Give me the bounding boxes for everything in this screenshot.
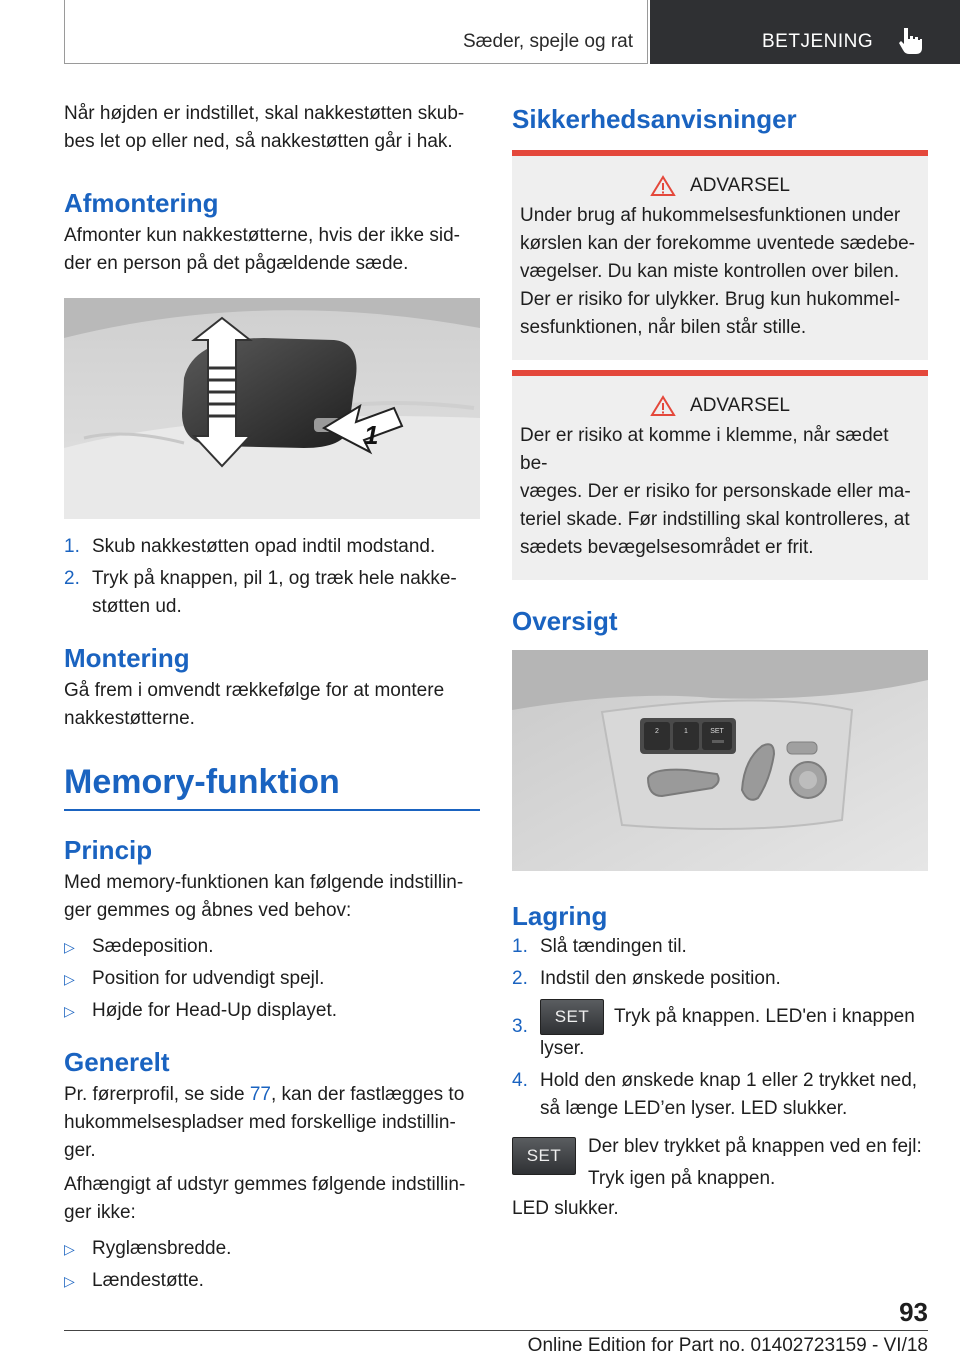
list-item: 3. SET Tryk på knappen. LED'en i knappen lyser. xyxy=(512,999,928,1063)
seat-memory-panel-illustration xyxy=(512,650,928,871)
led-off-text: LED slukker. xyxy=(512,1198,619,1219)
afmontering-steps xyxy=(64,533,480,621)
page-number: 93 xyxy=(899,1297,928,1327)
header-chapter-title: BETJENING xyxy=(762,31,874,52)
left-column xyxy=(64,98,480,1295)
set-button[interactable]: SET xyxy=(540,999,604,1035)
memory-section xyxy=(64,761,480,811)
header-section-box xyxy=(64,0,648,64)
oversigt-heading: Oversigt xyxy=(512,606,618,636)
princip-heading: Princip xyxy=(64,835,153,865)
montering-section xyxy=(64,641,480,733)
generelt-heading: Generelt xyxy=(64,1047,170,1077)
montering-text: Gå frem i omvendt rækkefølge for at montere nakkestøtterne. xyxy=(64,680,445,729)
set-error-note: SET Der blev trykket på knappen ved en fejl: Tryk igen på knappen. xyxy=(512,1131,928,1195)
generelt-text-1: Pr. førerprofil, se side 77, kan der fastlægges to hukommelsespladser med forskellige indstillin- ger. xyxy=(64,1084,465,1161)
header-chapter-tab[interactable] xyxy=(650,0,960,64)
warning-triangle-icon xyxy=(650,395,676,417)
warning-triangle-icon xyxy=(650,175,676,197)
list-item: 2. Indstil den ønskede position. xyxy=(512,968,781,989)
footer-edition: Online Edition for Part no. 01402723159 - VI/18 xyxy=(527,1335,928,1356)
list-item: 1. Slå tændingen til. xyxy=(512,936,687,957)
headrest-illustration xyxy=(64,298,480,519)
panel-button-set-label: SET xyxy=(710,728,724,735)
intro-text: Når højden er indstillet, skal nakkestøtten skub- bes let op eller ned, så nakkestøtten går i hak. xyxy=(64,103,465,152)
page-link-77[interactable]: 77 xyxy=(249,1084,271,1105)
list-item: ▷ Sædeposition. xyxy=(64,936,214,957)
panel-button-1-label: 1 xyxy=(684,728,688,735)
generelt-bullets xyxy=(64,1235,480,1295)
generelt-section xyxy=(64,1045,480,1295)
lagring-heading: Lagring xyxy=(512,901,608,931)
warning-title: ADVARSEL xyxy=(690,175,790,196)
princip-bullets xyxy=(64,933,480,1025)
seat-panel-image xyxy=(512,650,928,871)
list-item: 1. Skub nakkestøtten opad indtil modstand. xyxy=(64,536,436,557)
warning-text: Der er risiko at komme i klemme, når sædet be- væges. Der er risiko for personskade eller ma- teriel skade. Før indstilling skal kontrolleres, at sædets bevægelsesområdet er frit. xyxy=(520,425,911,558)
list-item: ▷ Position for udvendigt spejl. xyxy=(64,968,325,989)
list-item: 2. Tryk på knappen, pil 1, og træk hele nakke- støtten ud. xyxy=(64,568,457,617)
lagring-section xyxy=(512,899,928,1223)
afmontering-heading: Afmontering xyxy=(64,188,219,218)
warning-box-1 xyxy=(512,150,928,360)
set-button[interactable]: SET xyxy=(512,1137,576,1175)
panel-button-2-label: 2 xyxy=(655,728,659,735)
headrest-image xyxy=(64,298,480,519)
sikkerhed-heading: Sikkerhedsanvisninger xyxy=(512,104,797,134)
princip-text: Med memory-funktionen kan følgende indstillin- ger gemmes og åbnes ved behov: xyxy=(64,872,464,921)
afmontering-text: Afmonter kun nakkestøtterne, hvis der ikke sid- der en person på det pågældende sæde. xyxy=(64,225,460,274)
afmontering-section xyxy=(64,186,480,621)
memory-heading-rule xyxy=(64,809,480,811)
montering-heading: Montering xyxy=(64,643,190,673)
warning-box-2 xyxy=(512,370,928,580)
list-item: ▷ Lændestøtte. xyxy=(64,1270,204,1291)
memory-heading: Memory-funktion xyxy=(64,763,340,801)
header-section-title: Sæder, spejle og rat xyxy=(462,31,633,52)
footer-rule xyxy=(64,1330,928,1331)
headrest-callout-label: 1 xyxy=(364,420,379,450)
warning-title: ADVARSEL xyxy=(690,395,790,416)
warning-text: Under brug af hukommelsesfunktionen under kørslen kan der forekomme uventede sædebe- vægelser. Du kan miste kontrollen over bilen. Der er risiko for ulykker. Brug kun hukommel- sesfunktionen, når bilen står stille. xyxy=(520,205,915,338)
generelt-text-2: Afhængigt af udstyr gemmes følgende indstillin- ger ikke: xyxy=(64,1174,466,1223)
right-column xyxy=(512,98,928,1223)
list-item: 4. Hold den ønskede knap 1 eller 2 trykket ned, så længe LED’en lyser. LED slukker. xyxy=(512,1070,918,1119)
list-item: ▷ Højde for Head-Up displayet. xyxy=(64,1000,337,1021)
hand-pointer-icon xyxy=(898,26,924,56)
list-item: ▷ Ryglænsbredde. xyxy=(64,1238,232,1259)
princip-section xyxy=(64,833,480,1025)
